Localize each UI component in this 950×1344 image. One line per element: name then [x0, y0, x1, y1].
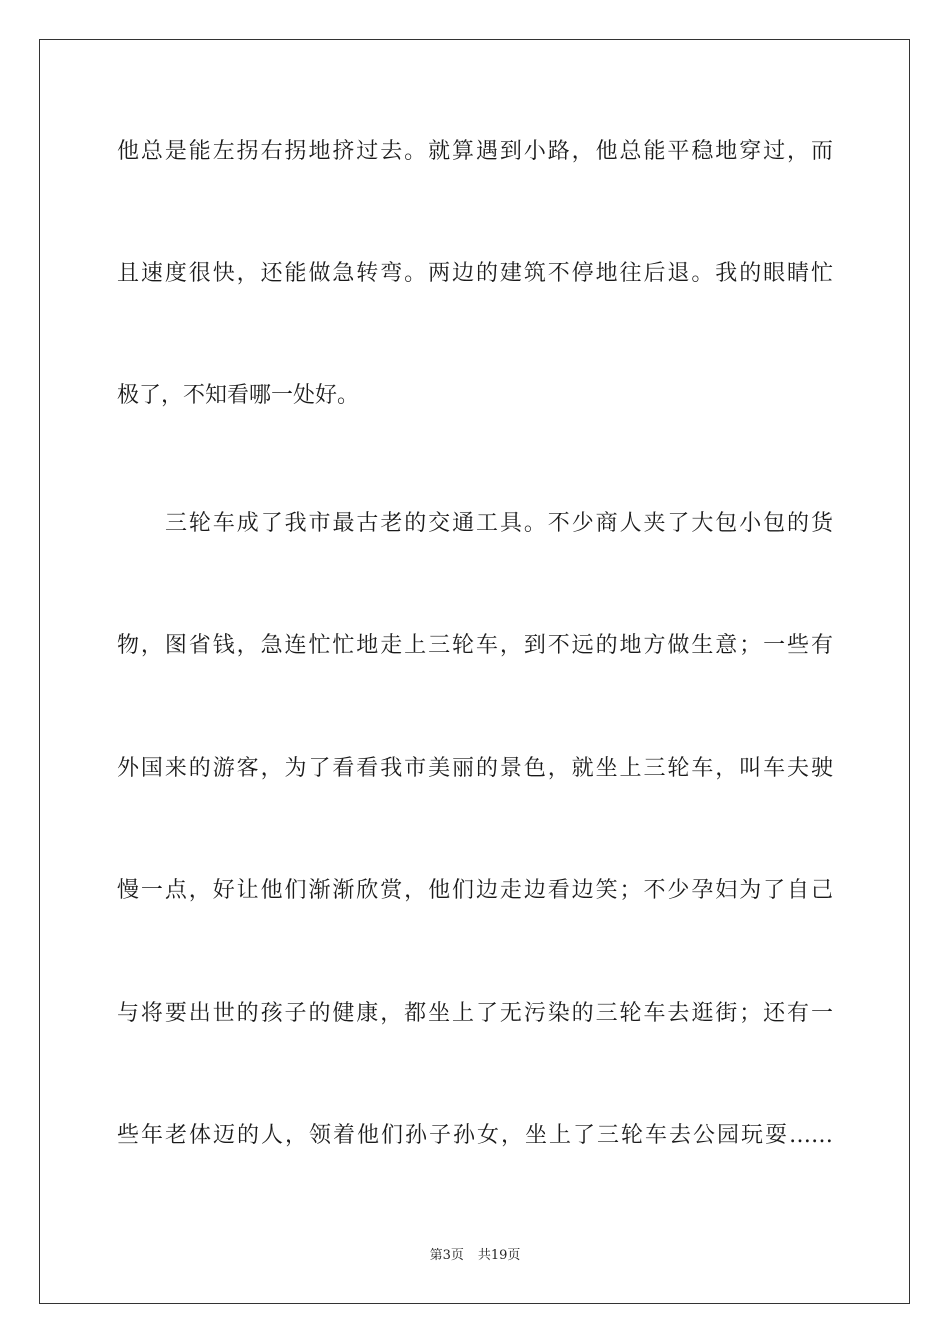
page-number-current: 第3页: [429, 1248, 464, 1263]
text-line-3: 极了，不知看哪一处好。: [117, 383, 360, 408]
text-line-9: 些年老体迈的人，领着他们孙子孙女，坐上了三轮车去公园玩耍……: [117, 1123, 833, 1148]
page-footer: [0, 1247, 950, 1265]
text-line-7: 慢一点，好让他们渐渐欣赏，他们边走边看边笑；不少孕妇为了自己: [117, 878, 833, 903]
text-line-2: 且速度很快，还能做急转弯。两边的建筑不停地往后退。我的眼睛忙: [117, 261, 833, 286]
text-line-4: 三轮车成了我市最古老的交通工具。不少商人夹了大包小包的货: [165, 511, 833, 536]
text-line-8: 与将要出世的孩子的健康，都坐上了无污染的三轮车去逛街；还有一: [117, 1001, 833, 1026]
page-number-total: 共19页: [477, 1248, 521, 1263]
text-line-1: 他总是能左拐右拐地挤过去。就算遇到小路，他总能平稳地穿过，而: [117, 139, 833, 164]
text-line-5: 物，图省钱，急连忙忙地走上三轮车，到不远的地方做生意；一些有: [117, 633, 833, 658]
page-border: [39, 39, 910, 1304]
text-line-6: 外国来的游客，为了看看我市美丽的景色，就坐上三轮车，叫车夫驶: [117, 756, 833, 781]
